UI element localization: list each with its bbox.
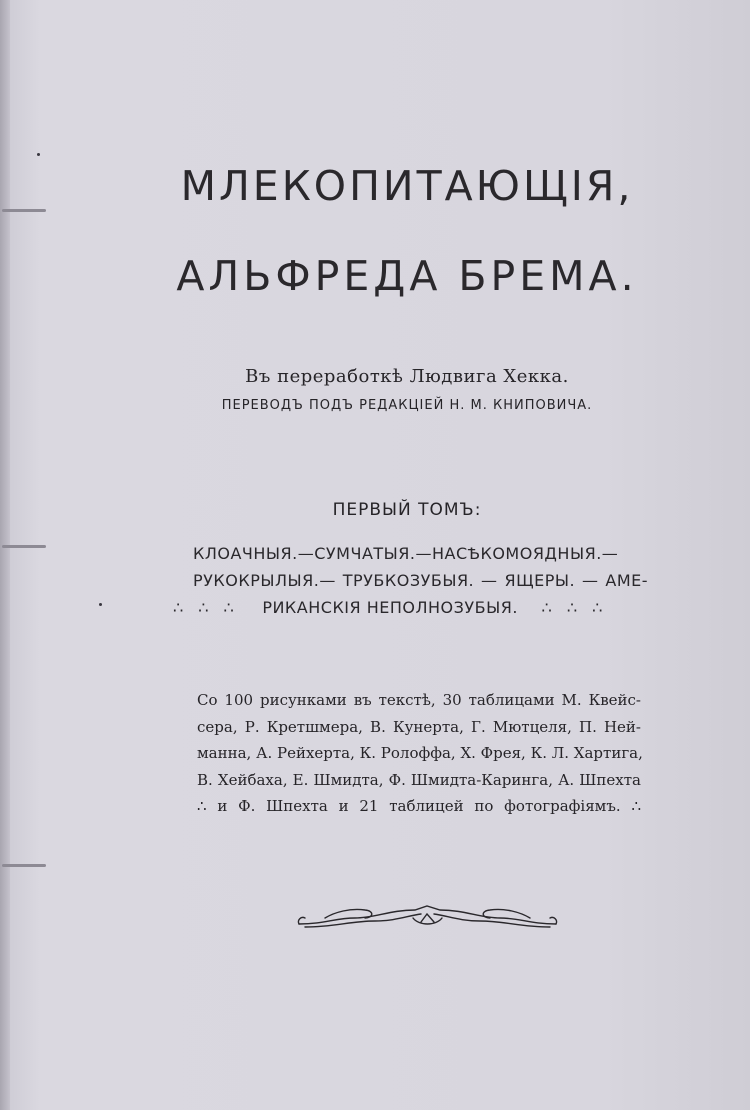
- illustrations-last-text: и Ф. Шпехта и 21 таблицей по фотографіямъ.: [217, 797, 621, 815]
- illustrations-line: сера, Р. Кретшмера, В. Кунерта, Г. Мютцеля, П. Ней-: [197, 717, 641, 736]
- contents-line: КЛОАЧНЫЯ.—СУМЧАТЫЯ.—НАСѢКОМОЯДНЫЯ.—: [193, 544, 619, 563]
- dots-ornament-left: ∴ ∴ ∴: [173, 598, 239, 617]
- title-line-1: МЛЕКОПИТАЮЩІЯ,: [180, 162, 634, 210]
- binding-stitch: [2, 545, 46, 548]
- paper-speck: [99, 603, 102, 606]
- contents-line: РУКОКРЫЛЫЯ.— ТРУБКОЗУБЫЯ. — ЯЩЕРЫ. — АМЕ-: [193, 571, 648, 590]
- page-spine-shadow: [0, 0, 10, 1110]
- illustrations-line-last: [197, 793, 641, 820]
- contents-line-text: РИКАНСКІЯ НЕПОЛНОЗУБЫЯ.: [262, 598, 518, 617]
- binding-stitch: [2, 864, 46, 867]
- title-line-2: АЛЬФРЕДА БРЕМА.: [176, 252, 638, 300]
- illustrations-note: [197, 687, 641, 820]
- decorative-ornament: [295, 896, 560, 932]
- paper-speck: [37, 153, 40, 156]
- translation-credit: ПЕРЕВОДЪ ПОДЪ РЕДАКЦІЕЙ Н. М. КНИПОВИЧА.: [221, 398, 593, 413]
- volume-contents: [173, 540, 648, 621]
- volume-heading: ПЕРВЫЙ ТОМЪ:: [332, 500, 482, 520]
- dots-ornament-right: ∴ ∴ ∴: [541, 598, 608, 617]
- illustrations-line: манна, А. Рейхерта, К. Ролоффа, Х. Фрея, К. Л. Хартига,: [197, 744, 643, 762]
- dot-ornament-left: ∴: [197, 797, 207, 815]
- illustrations-line: Со 100 рисунками въ текстѣ, 30 таблицами М. Квейс-: [197, 691, 641, 709]
- illustrations-line: В. Хейбаха, Е. Шмидта, Ф. Шмидта-Каринга, А. Шпехта: [197, 770, 641, 789]
- dot-ornament-right: ∴: [631, 797, 641, 815]
- contents-line-last: [173, 594, 648, 621]
- revision-credit: Въ переработкѣ Людвига Хекка.: [245, 366, 569, 387]
